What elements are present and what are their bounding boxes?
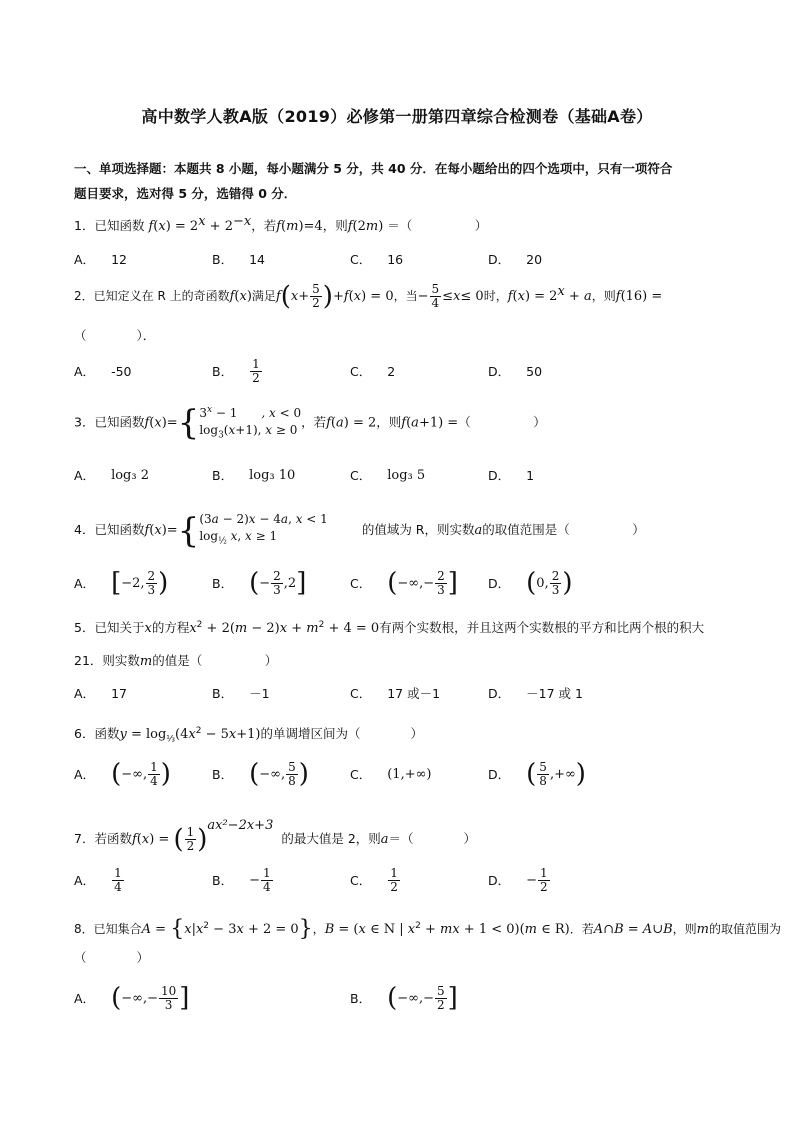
option-d: D． − $\frac{1}{2}$ [488, 865, 548, 894]
option-a: A． [ −2, $\frac{2}{3}$ ) [74, 568, 169, 598]
option-c: C． 17 或－1 [350, 686, 441, 701]
answer-blank: ＝（ ） [388, 831, 477, 846]
question-number: 4． [74, 522, 95, 537]
piecewise-cases: (3a − 2)x − 4a, x < 1 $\log_{\frac{1}{2}} x$, x ≥ 1 [199, 511, 328, 547]
question-4: 4．已知函数f(x)={ (3a − 2)x − 4a, x < 1 $\log_{\frac{1}{2}} x$, x ≥ 1 的值域为 R，则实数a的取值范围是（ ） [74, 510, 645, 551]
option-a: A． 12 [74, 251, 127, 267]
answer-blank: （ ） [458, 414, 546, 430]
answer-blank: （ ）． [74, 328, 156, 343]
option-b: B． ( −∞, $\frac{5}{8}$ ) [212, 759, 309, 789]
option-b: B． ( − $\frac{2}{3}$ ,2 ] [212, 568, 307, 598]
section-line-2: 题目要求，选对得 5 分，选错得 0 分． [74, 186, 297, 201]
option-a: A． -50 [74, 363, 132, 379]
question-number: 8． [74, 922, 94, 936]
answer-blank: （ ） [74, 950, 150, 965]
option-c: C． log₃ 5 [350, 467, 426, 483]
option-d: D． ( $\frac{5}{8}$ ,+∞ ) [488, 759, 586, 789]
question-number: 5． [74, 620, 95, 636]
question-5-line-2: 21．则实数m的值是（ ） [74, 653, 278, 669]
option-b: B． 14 [212, 251, 265, 267]
question-number: 6． [74, 726, 95, 742]
option-d: D． ( 0, $\frac{2}{3}$ ) [488, 568, 573, 598]
answer-blank: ＝（ ） [387, 218, 488, 234]
question-number: 3． [74, 414, 95, 430]
option-b: B． ( −∞,− $\frac{5}{2}$ ] [350, 983, 458, 1013]
option-c: C． ( −∞,− $\frac{2}{3}$ ] [350, 568, 458, 598]
option-d: D． 50 [488, 363, 543, 379]
option-a: A． $\frac{1}{4}$ [74, 865, 122, 894]
option-c: C． 16 [350, 251, 404, 267]
question-number: 2． [74, 289, 94, 303]
formula: f [148, 219, 154, 235]
option-a: A． 17 [74, 685, 127, 701]
option-a: A． ( −∞, $\frac{1}{4}$ ) [74, 759, 171, 789]
option-b: B． $\frac{1}{2}$ [212, 356, 260, 385]
question-1: 1．已知函数 $f(x) = 2^x + 2^{-x}$，若f(m)=4，则f(2m) ＝（ ） [74, 214, 488, 235]
question-5: 5．已知关于x的方程$x^2 + 2(m - 2)x + m^2 + 4 = 0$有两个实数根，并且这两个实数根的平方和比两个根的积大 [74, 620, 705, 637]
answer-blank: 的值是（ ） [152, 653, 278, 668]
question-6: 6．函数$y = \log_{\frac{1}{3}}(4x^2 - 5x+1)$的单调增区间为（ ） [74, 726, 423, 745]
piecewise-cases: $3^x - 1$ , x < 0 $\log_3(x+1)$, x ≥ 0 [199, 405, 302, 441]
option-a: A． log₃ 2 [74, 467, 149, 483]
question-number: 7． [74, 831, 95, 846]
option-a: A． ( −∞,− $\frac{10}{3}$ ] [74, 983, 190, 1013]
question-2: 2．已知定义在 R 上的奇函数f(x)满足f(x+ $\frac{5}{2}$ )+f(x) = 0，当− $\frac{5}{4}$ ≤x≤ 0时，$f(x) = 2^x + a$，则f(16) = [74, 281, 663, 312]
section-heading [74, 156, 734, 206]
question-number: 1． [74, 218, 95, 234]
option-b: B． log₃ 10 [212, 467, 296, 483]
page-title: 高中数学人教A版（2019）必修第一册第四章综合检测卷（基础A卷） [141, 107, 653, 126]
option-d: D． －17 或 1 [488, 686, 583, 701]
option-c: C． 2 [350, 363, 396, 379]
section-line-1: 一、单项选择题：本题共 8 小题，每小题满分 5 分，共 40 分．在每小题给出的四个选项中，只有一项符合 [74, 161, 673, 176]
option-d: D． 20 [488, 251, 543, 267]
question-text: 已知函数 [94, 218, 145, 234]
question-8: 8．已知集合$A = \{x|x^2 - 3x + 2 = 0\}$，B = (x ∈ N | $x^2$ + mx + 1 < 0)(m ∈ R)．若A∩B = A∪B，则m的取值范围为 [74, 916, 782, 942]
option-c: C． $\frac{1}{2}$ [350, 865, 398, 894]
question-3: 3．已知函数f(x)={ $3^x - 1$ , x < 0 $\log_3(x+1)$, x ≥ 0 ，若f(a) = 2，则f(a+1) =（ ） [74, 403, 546, 444]
option-b: B． －1 [212, 686, 270, 701]
question-8-line-2 [74, 948, 734, 968]
answer-blank: 的单调增区间为（ ） [260, 726, 423, 742]
question-7: 7．若函数f(x) = ( $\frac{1}{2}$ )$^{ax^2-2x+3}$的最大值是 2，则a＝（ ） [74, 818, 477, 855]
option-c: C． (1,+∞) [350, 766, 432, 782]
option-d: D． 1 [488, 467, 535, 483]
option-b: B． − $\frac{1}{4}$ [212, 865, 271, 894]
question-2-line-2 [74, 326, 734, 346]
